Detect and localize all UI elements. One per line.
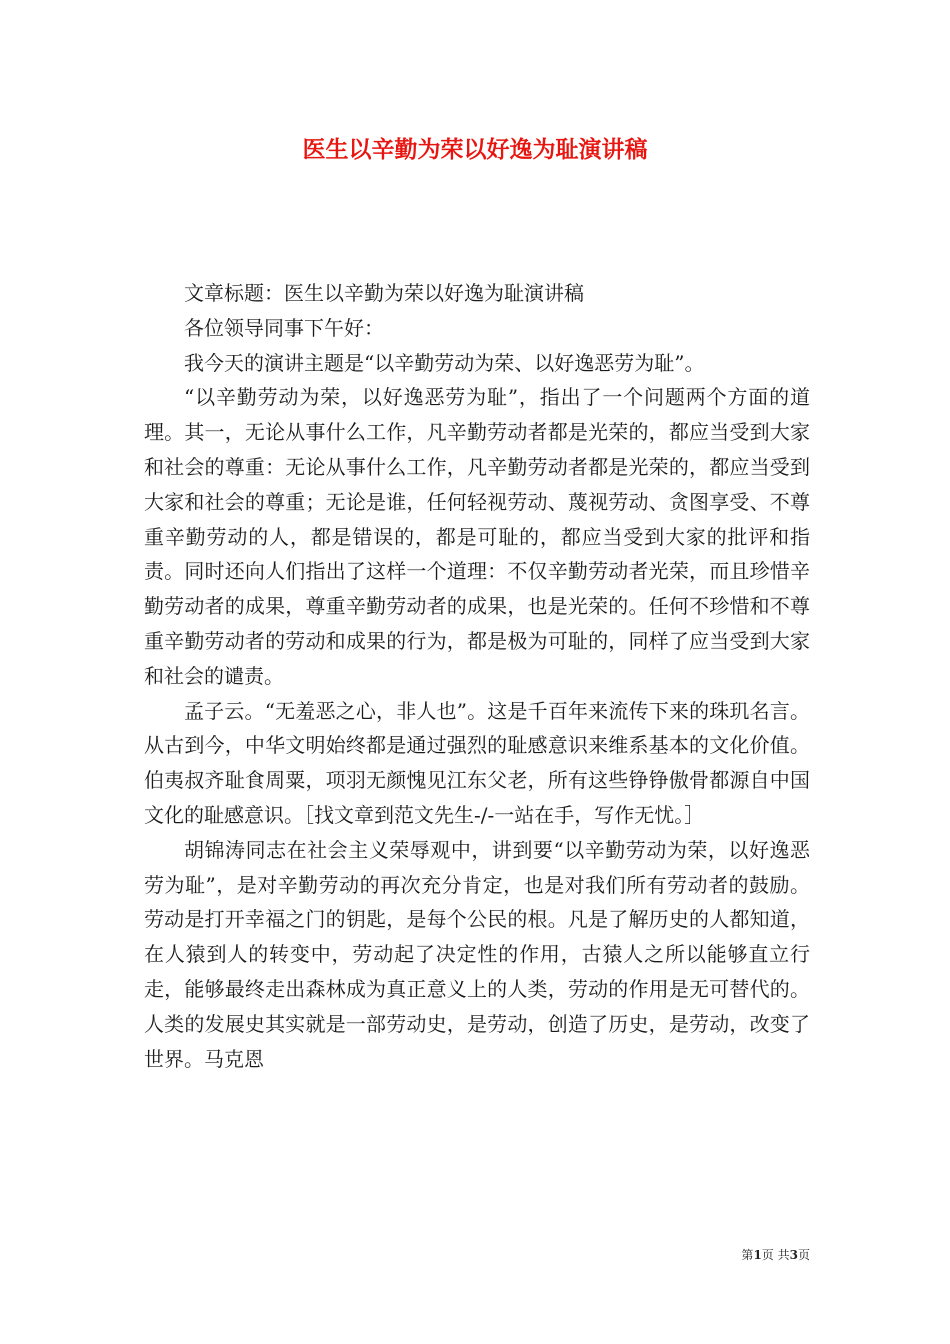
footer-prefix: 第 <box>741 1248 754 1262</box>
footer-middle: 页 共 <box>761 1248 790 1262</box>
document-title: 医生以辛勤为荣以好逸为耻演讲稿 <box>302 136 648 163</box>
paragraph-greeting: 各位领导同事下午好： <box>184 315 384 340</box>
footer-total-pages: 3 <box>789 1248 798 1262</box>
document-body <box>144 276 810 1076</box>
paragraph-topic: 我今天的演讲主题是“以辛勤劳动为荣、以好逸恶劳为耻”。 <box>184 350 705 375</box>
footer-current-page: 1 <box>753 1248 762 1262</box>
paragraph-honor-labor: “以辛勤劳动为荣，以好逸恶劳为耻”，指出了一个问题两个方面的道理。其一，无论从事什么工作，凡辛勤劳动者都是光荣的，都应当受到大家和社会的尊重：无论从事什么工作，凡辛勤劳动者都是光荣的，都应当受到大家和社会的尊重；无论是谁，任何轻视劳动、蔑视劳动、贪图享受、不尊重辛勤劳动的人，都是错误的，都是可耻的，都应当受到大家的批评和指责。同时还向人们指出了这样一个道理：不仅辛勤劳动者光荣，而且珍惜辛勤劳动者的成果，尊重辛勤劳动者的成果，也是光荣的。任何不珍惜和不尊重辛勤劳动者的劳动和成果的行为，都是极为可耻的，同样了应当受到大家和社会的谴责。 <box>144 385 810 688</box>
page-footer <box>700 1246 810 1264</box>
paragraph-hu-jintao: 胡锦涛同志在社会主义荣辱观中，讲到要“以辛勤劳动为荣，以好逸恶劳为耻”，是对辛勤劳动的再次充分肯定，也是对我们所有劳动者的鼓励。劳动是打开幸福之门的钥匙，是每个公民的根。凡是了解历史的人都知道，在人猿到人的转变中，劳动起了决定性的作用，古猿人之所以能够直立行走，能够最终走出森林成为真正意义上的人类，劳动的作用是无可替代的。人类的发展史其实就是一部劳动史，是劳动，创造了历史，是劳动，改变了世界。马克恩 <box>144 837 810 1071</box>
footer-suffix: 页 <box>797 1248 810 1262</box>
paragraph-article-title: 文章标题：医生以辛勤为荣以好逸为耻演讲稿 <box>184 281 584 305</box>
paragraph-mencius: 孟子云。“无羞恶之心，非人也”。这是千百年来流传下来的珠玑名言。从古到今，中华文明始终都是通过强烈的耻感意识来维系基本的文化价值。伯夷叔齐耻食周粟，项羽无颜愧见江东父老，所有这些铮铮傲骨都源自中国文化的耻感意识。［找文章到范文先生-/-一站在手，写作无忧。］ <box>144 698 810 827</box>
